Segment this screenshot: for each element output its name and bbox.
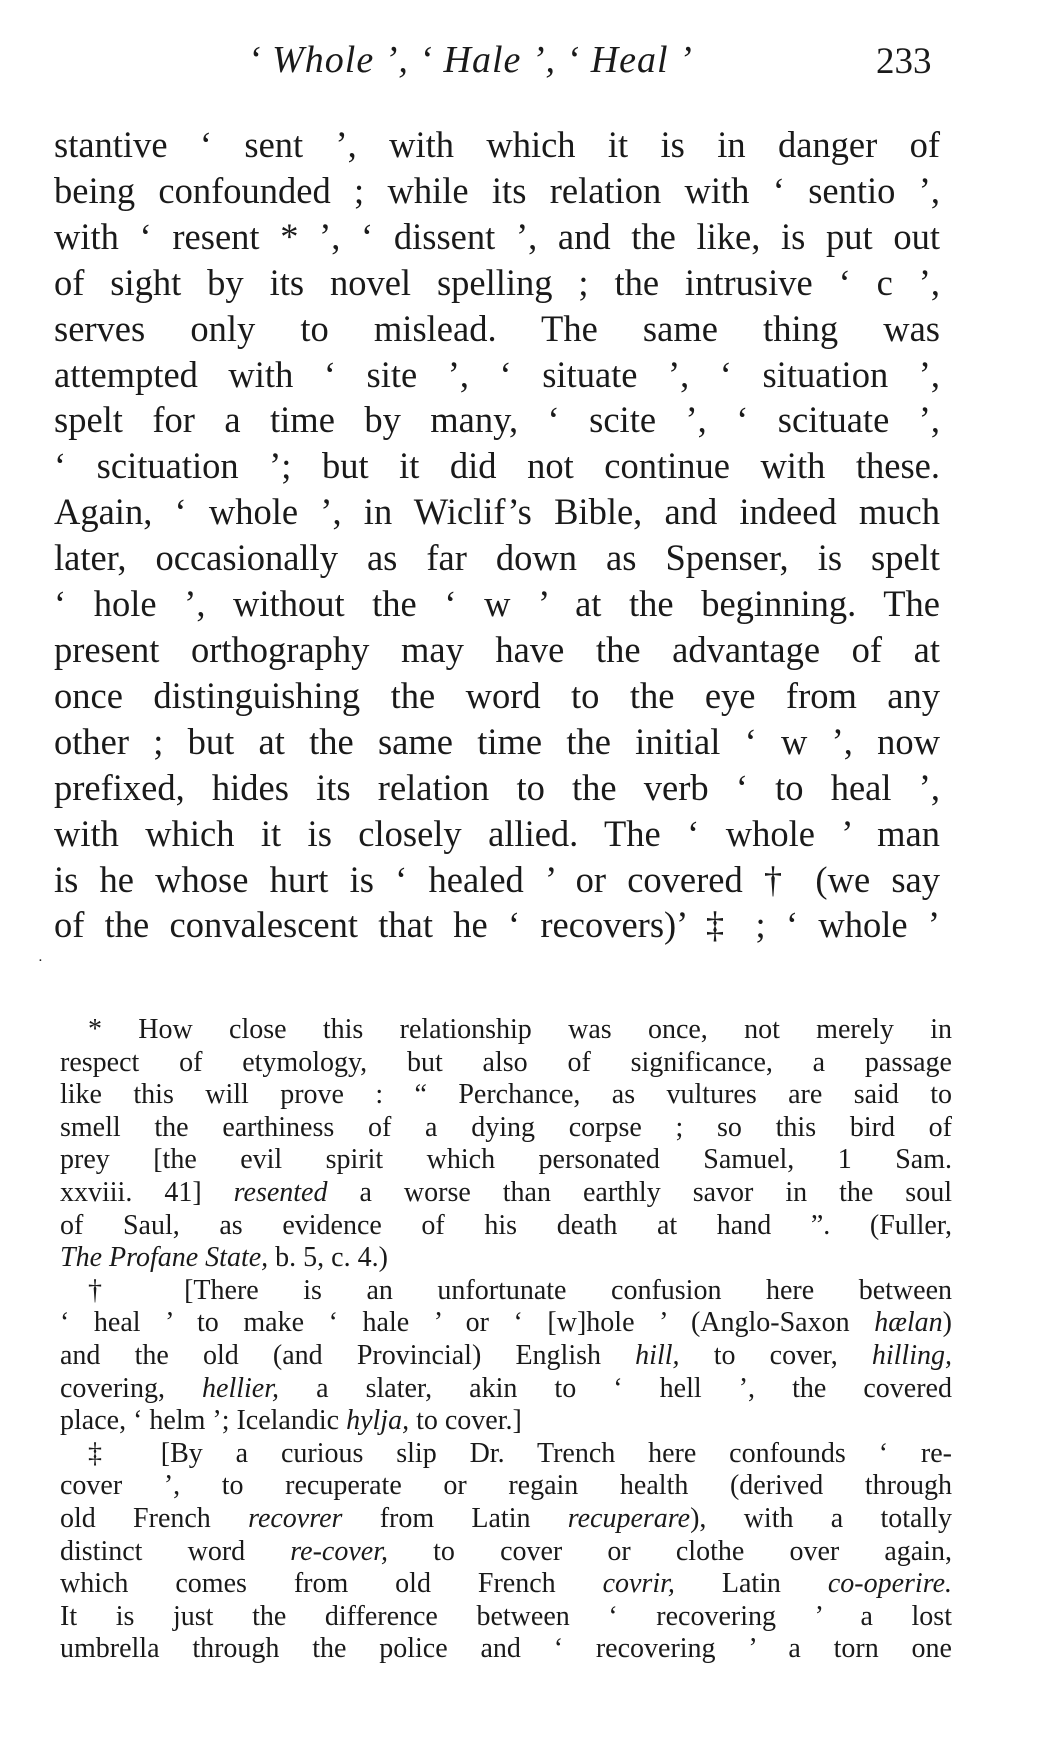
text: ) — [942, 1307, 952, 1339]
body-line: later, occasionally as far down as Spenser, is spelt — [54, 537, 940, 579]
text: place, ‘ helm ’; Icelandic — [60, 1405, 347, 1437]
italic-title: The Profane State, — [60, 1242, 269, 1274]
text: b. 5, c. 4.) — [268, 1242, 388, 1274]
body-line: spelt for a time by many, ‘ scite ’, ‘ scituate ’, — [54, 399, 940, 441]
footnote-line — [60, 1503, 952, 1536]
footnote-line — [60, 1568, 952, 1601]
text: ), with a totally — [690, 1502, 952, 1534]
ink-speck: ⋅ — [38, 954, 43, 969]
body-line: Again, ‘ whole ’, in Wiclif’s Bible, and indeed much — [54, 491, 940, 533]
footnote-line: cover ’, to recuperate or regain health (derived through — [60, 1470, 952, 1502]
footnote-line: It is just the difference between ‘ recovering ’ a lost — [60, 1600, 952, 1632]
body-line: attempted with ‘ site ’, ‘ situate ’, ‘ situation ’, — [54, 353, 940, 395]
footnote-line: of Saul, as evidence of his death at hand ”. (Fuller, — [60, 1209, 952, 1241]
footnote-line — [60, 1536, 952, 1569]
text: to cover.] — [409, 1405, 522, 1437]
footnote-line — [60, 1405, 952, 1438]
body-text — [54, 122, 940, 948]
running-head — [0, 38, 1040, 88]
italic-word: recuperare — [567, 1502, 691, 1534]
footnote-line: umbrella through the police and ‘ recovering ’ a torn one — [60, 1633, 952, 1665]
text: Latin — [674, 1568, 828, 1600]
footnote-line — [60, 1373, 952, 1406]
text: from Latin — [342, 1502, 568, 1534]
body-line: other ; but at the same time the initial ‘ w ’, now — [54, 720, 940, 762]
italic-word: hylja, — [346, 1405, 410, 1437]
body-line: stantive ‘ sent ’, with which it is in danger of — [54, 124, 940, 165]
text: which comes from old French — [60, 1568, 603, 1600]
italic-word: resented — [233, 1176, 328, 1208]
footnote-line: respect of etymology, but also of significance, a passage — [60, 1046, 952, 1078]
footnote-line — [60, 1307, 952, 1340]
text: a slater, akin to ‘ hell ’, the covered — [279, 1372, 952, 1404]
italic-word: covrir, — [602, 1568, 675, 1600]
footnote-line: * How close this relationship was once, not merely in — [88, 1014, 952, 1045]
body-line: present orthography may have the advantage of at — [54, 628, 940, 670]
footnote-double-dagger — [60, 1438, 952, 1666]
footnote-line — [60, 1177, 952, 1210]
body-line: is he whose hurt is ‘ healed ’ or covered † (we say — [54, 858, 940, 900]
text: and the old (and Provincial) English — [60, 1339, 636, 1371]
text: to cover, — [679, 1339, 872, 1371]
body-line: with ‘ resent * ’, ‘ dissent ’, and the like, is put out — [54, 215, 940, 257]
footnote-line: smell the earthiness of a dying corpse ; so this bird of — [60, 1111, 952, 1143]
footnote-line: † [There is an unfortunate confusion here between — [88, 1274, 952, 1306]
text: distinct word — [60, 1535, 291, 1567]
text: to cover or clothe over again, — [387, 1535, 952, 1567]
body-line: ‘ scituation ’; but it did not continue with these. — [54, 445, 940, 487]
body-line: being confounded ; while its relation with ‘ sentio ’, — [54, 169, 940, 211]
body-line: of the convalescent that he ‘ recovers)’ ‡ ; ‘ whole ’ — [54, 904, 940, 946]
footnote-line: ‡ [By a curious slip Dr. Trench here confounds ‘ re- — [88, 1437, 952, 1469]
text: a worse than earthly savor in the soul — [327, 1176, 952, 1208]
italic-word: recovrer — [248, 1502, 343, 1534]
text: xxviii. 41] — [60, 1176, 234, 1208]
body-line: ‘ hole ’, without the ‘ w ’ at the beginning. The — [54, 583, 940, 625]
italic-word: hælan — [874, 1307, 943, 1339]
text: old French — [60, 1502, 249, 1534]
italic-word: hilling, — [871, 1339, 952, 1371]
footnote-line: prey [the evil spirit which personated Samuel, 1 Sam. — [60, 1144, 952, 1176]
footnote-line — [60, 1340, 952, 1373]
body-line: serves only to mislead. The same thing was — [54, 307, 940, 349]
footnote-line: like this will prove : “ Perchance, as vultures are said to — [60, 1079, 952, 1111]
body-line: of sight by its novel spelling ; the intrusive ‘ c ’, — [54, 261, 940, 303]
text: ‘ heal ’ to make ‘ hale ’ or ‘ [w]hole ’ (Anglo-Saxon — [60, 1307, 875, 1339]
body-line: with which it is closely allied. The ‘ whole ’ man — [54, 812, 940, 854]
italic-word: hill, — [635, 1339, 680, 1371]
footnotes — [60, 1014, 952, 1666]
page-number: 233 — [876, 41, 932, 82]
footnote-dagger — [60, 1275, 952, 1438]
italic-word: co-operire. — [827, 1568, 952, 1600]
body-line: prefixed, hides its relation to the verb ‘ to heal ’, — [54, 766, 940, 808]
running-title: ‘ Whole ’, ‘ Hale ’, ‘ Heal ’ — [248, 39, 693, 81]
italic-word: re-cover, — [290, 1535, 388, 1567]
body-line: once distinguishing the word to the eye from any — [54, 674, 940, 716]
text: covering, — [60, 1372, 203, 1404]
footnote-line — [60, 1242, 952, 1275]
footnote-asterisk — [60, 1014, 952, 1275]
italic-word: hellier, — [202, 1372, 280, 1404]
